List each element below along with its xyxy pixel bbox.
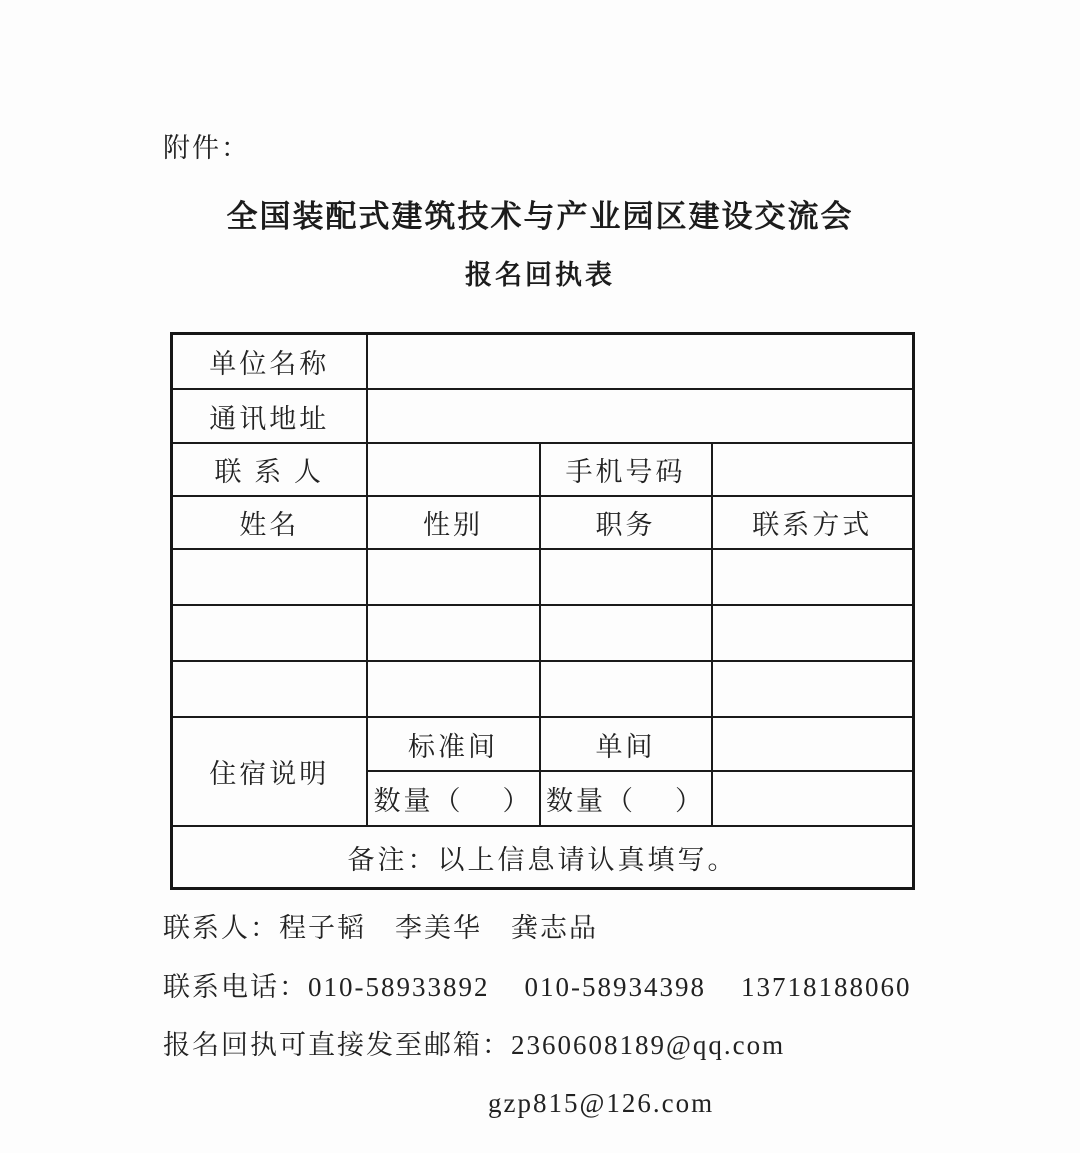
empty-data-cell: [712, 661, 914, 717]
page-title: 全国装配式建筑技术与产业园区建设交流会: [226, 199, 854, 234]
contact-person-label: 联 系 人: [172, 443, 367, 496]
empty-attendee-row: [172, 605, 914, 661]
standard-room-qty-cell: 数量（ ）: [367, 771, 540, 826]
standard-room-label: 标准间: [367, 717, 540, 771]
table-row-contact-person: [172, 443, 914, 496]
table-row-unit-name: [172, 334, 914, 390]
accommodation-value-cell-top: [712, 717, 914, 771]
footer: [163, 908, 1080, 1123]
column-header-gender: 性别: [367, 496, 540, 549]
empty-data-cell: [540, 605, 712, 661]
email-line-second: gzp815@126.com: [488, 1088, 715, 1118]
table-row-remark: [172, 826, 914, 889]
mobile-label: 手机号码: [540, 443, 712, 496]
empty-data-cell: [367, 661, 540, 717]
column-header-contact: 联系方式: [712, 496, 914, 549]
single-room-qty-cell: 数量（ ）: [540, 771, 712, 826]
empty-data-cell: [712, 549, 914, 605]
address-value-cell: [367, 389, 914, 443]
empty-data-cell: [540, 661, 712, 717]
contact-person-value-cell: [367, 443, 540, 496]
empty-data-cell: [540, 549, 712, 605]
table-header-row: [172, 496, 914, 549]
empty-data-cell: [172, 549, 367, 605]
remark-cell: 备注：以上信息请认真填写。: [172, 826, 914, 889]
empty-data-cell: [712, 605, 914, 661]
unit-name-label: 单位名称: [172, 334, 367, 390]
attachment-label: 附件：: [163, 133, 250, 163]
empty-data-cell: [367, 605, 540, 661]
empty-attendee-row: [172, 549, 914, 605]
unit-name-value-cell: [367, 334, 914, 390]
accommodation-label: 住宿说明: [172, 717, 367, 826]
mobile-value-cell: [712, 443, 914, 496]
registration-form-table: [170, 332, 915, 890]
column-header-position: 职务: [540, 496, 712, 549]
empty-attendee-row: [172, 661, 914, 717]
address-label: 通讯地址: [172, 389, 367, 443]
table-row-address: [172, 389, 914, 443]
table-row-accommodation-types: [172, 717, 914, 771]
accommodation-value-cell-bottom: [712, 771, 914, 826]
email-line: 报名回执可直接发至邮箱：2360608189@qq.com: [163, 1030, 786, 1060]
contact-phones-line: 联系电话：010-58933892 010-58934398 13718188060: [163, 972, 912, 1002]
page-subtitle: 报名回执表: [465, 260, 615, 290]
column-header-name: 姓名: [172, 496, 367, 549]
empty-data-cell: [172, 605, 367, 661]
empty-data-cell: [172, 661, 367, 717]
empty-data-cell: [367, 549, 540, 605]
single-room-label: 单间: [540, 717, 712, 771]
contact-persons-line: 联系人：程子韬 李美华 龚志品: [163, 913, 598, 943]
